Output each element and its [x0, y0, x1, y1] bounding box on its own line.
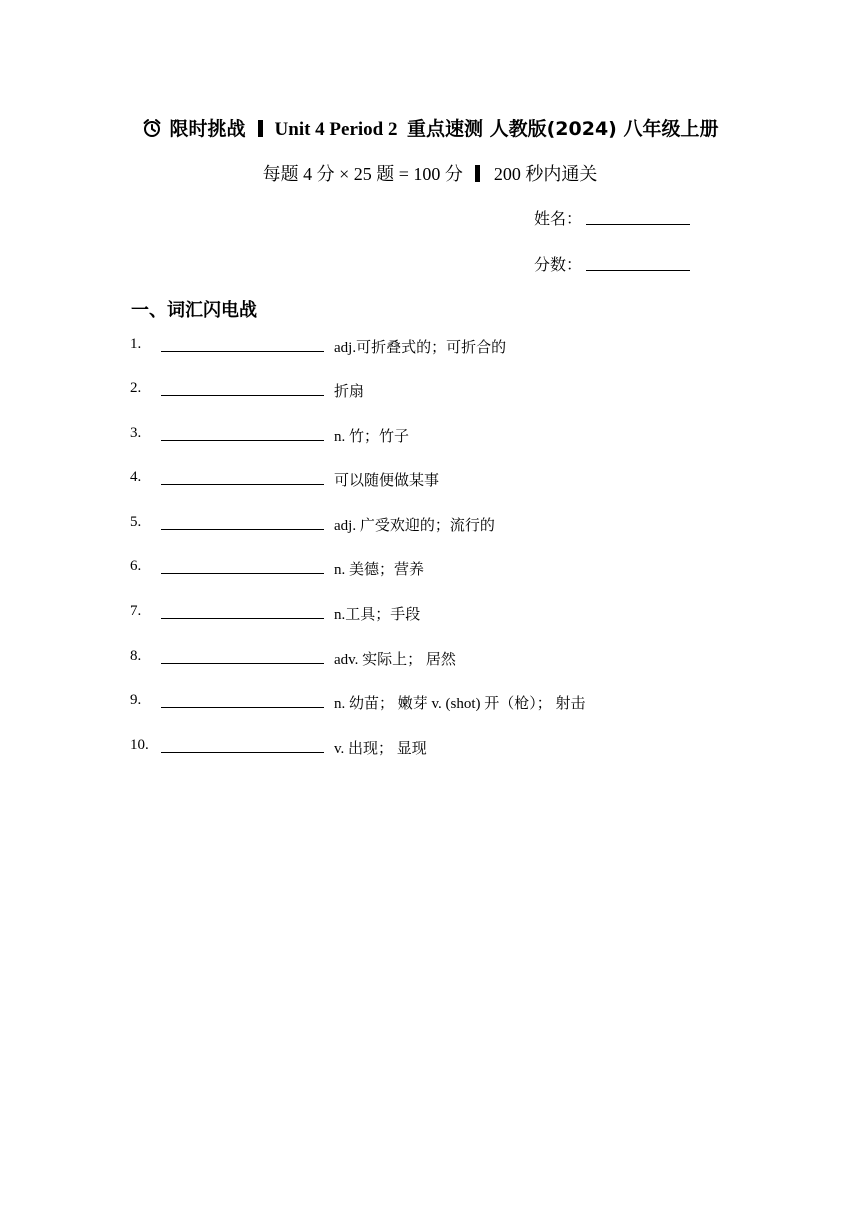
question-number: 6. [130, 558, 142, 574]
answer-blank[interactable] [161, 529, 324, 530]
score-blank[interactable] [586, 256, 690, 271]
question-number: 10. [130, 737, 149, 753]
title-suffix: 重点速测 人教版(2024) 八年级上册 [407, 118, 719, 140]
question-number: 7. [130, 603, 142, 619]
question-number: 4. [130, 469, 142, 485]
question-definition: adj.可折叠式的；可折合的 [334, 340, 507, 356]
question-number: 8. [130, 648, 142, 664]
question-definition: n. 竹；竹子 [334, 429, 410, 445]
question-definition: n. 美德；营养 [334, 562, 425, 578]
score-label: 分数： [534, 255, 583, 274]
question-definition: 折扇 [334, 384, 365, 400]
question-definition: v. 出现； 显现 [334, 741, 427, 757]
question-number: 3. [130, 425, 142, 441]
question-definition: n.工具；手段 [334, 607, 421, 623]
section-title: 一、词汇闪电战 [131, 300, 257, 321]
score-field[interactable] [534, 252, 690, 275]
answer-blank[interactable] [161, 440, 324, 441]
question-definition: n. 幼苗； 嫩芽 v. (shot) 开（枪）； 射击 [334, 696, 586, 712]
title-unit: Unit 4 Period 2 [274, 119, 398, 140]
answer-blank[interactable] [161, 395, 324, 396]
answer-blank[interactable] [161, 351, 324, 352]
time-limit: 200 秒内通关 [493, 164, 598, 184]
question-number: 2. [130, 380, 142, 396]
answer-blank[interactable] [161, 484, 324, 485]
question-number: 9. [130, 692, 142, 708]
question-definition: adv. 实际上； 居然 [334, 652, 456, 668]
question-definition: 可以随便做某事 [334, 473, 440, 489]
name-field[interactable] [534, 206, 690, 229]
title-divider [258, 120, 263, 137]
question-definition: adj. 广受欢迎的；流行的 [334, 518, 495, 534]
scoring-rule [0, 160, 860, 186]
title-prefix: 限时挑战 [169, 118, 246, 140]
question-number: 1. [130, 336, 142, 352]
answer-blank[interactable] [161, 663, 324, 664]
answer-blank[interactable] [161, 707, 324, 708]
page-title [0, 114, 860, 141]
answer-blank[interactable] [161, 618, 324, 619]
answer-blank[interactable] [161, 573, 324, 574]
subtitle-divider [475, 165, 480, 182]
question-number: 5. [130, 514, 142, 530]
scoring-formula: 每题 4 分 × 25 题 = 100 分 [262, 164, 463, 184]
name-blank[interactable] [586, 210, 690, 225]
name-label: 姓名： [534, 209, 583, 228]
answer-blank[interactable] [161, 752, 324, 753]
alarm-clock-icon [142, 118, 162, 138]
